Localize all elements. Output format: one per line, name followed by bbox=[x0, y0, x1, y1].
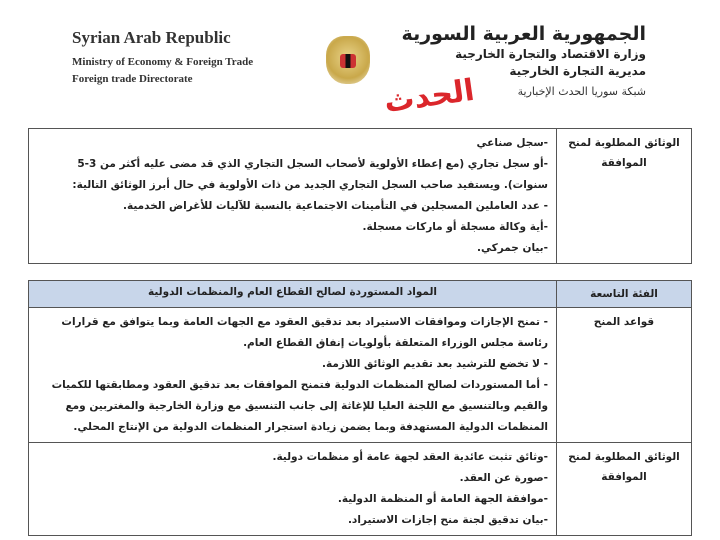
list-item: -موافقة الجهة العامة أو المنظمة الدولية. bbox=[337, 493, 548, 505]
document-body bbox=[28, 128, 692, 536]
list-item: -أية وكالة مسجلة أو ماركات مسجلة. bbox=[362, 221, 548, 233]
docs-cell bbox=[29, 443, 557, 536]
list-item: -سجل صناعي bbox=[476, 137, 548, 149]
list-item: -بيان تدقيق لجنة منح إجازات الاستيراد. bbox=[347, 514, 548, 526]
directorate-en: Foreign trade Directorate bbox=[72, 73, 193, 85]
english-letterhead bbox=[72, 28, 253, 88]
content-cell bbox=[29, 129, 557, 264]
list-item: - أما المستوردات لصالح المنظمات الدولية فتمنح الموافقات بعد تدقيق العقود ومطابقتها للكميات والقيم وبالتنسيق مع اللجنة العليا للإغاثة إلى جانب التنسيق مع وزارة الخارجية والمغتربين ومع المنظمات الدولية المستهدفة وبما يضمن زيادة استجرار المنظمات الدولية من الإنتاج المحلي. bbox=[51, 379, 548, 433]
label-cell: الوثائق المطلوبة لمنح الموافقة bbox=[557, 129, 692, 264]
list-item: - تمنح الإجازات وموافقات الاستيراد بعد تدقيق العقود مع الجهات العامة وبما يتوافق مع قرارات رئاسة مجلس الوزراء المتعلقة بأولويات إنفاق القطاع العام. bbox=[61, 316, 548, 349]
directorate-ar: مديرية التجارة الخارجية bbox=[509, 64, 646, 78]
country-en: Syrian Arab Republic bbox=[72, 28, 231, 47]
list-item: -صورة عن العقد. bbox=[459, 472, 548, 484]
list-item: -أو سجل تجاري (مع إعطاء الأولوية لأصحاب السجل التجاري الذي قد مضى عليه أكثر من 3-5 سنوات). ويستفيد صاحب السجل التجاري الجديد من ذات الأولوية في حال أبرز الوثائق التالية: bbox=[72, 158, 548, 191]
documents-table-1 bbox=[28, 128, 692, 264]
country-ar: الجمهورية العربية السورية bbox=[401, 23, 646, 45]
ministry-ar: وزارة الاقتصاد والتجارة الخارجية bbox=[455, 47, 646, 61]
list-item: -وثائق تثبت عائدية العقد لجهة عامة أو منظمات دولية. bbox=[272, 451, 548, 463]
category-header: الفئة التاسعة bbox=[557, 281, 692, 308]
syrian-emblem-icon bbox=[326, 36, 370, 84]
docs-label: الوثائق المطلوبة لمنح الموافقة bbox=[557, 443, 692, 536]
list-item: - عدد العاملين المسجلين في التأمينات الاجتماعية بالنسبة للآليات للأغراض الخدمية. bbox=[123, 200, 548, 212]
category-title: المواد المستوردة لصالح القطاع العام والمنظمات الدولية bbox=[29, 281, 557, 308]
rules-cell bbox=[29, 308, 557, 443]
network-caption: شبكة سوريا الحدث الإخبارية bbox=[517, 85, 646, 98]
list-item: -بيان جمركي. bbox=[476, 242, 548, 254]
list-item: - لا تخضع للترشيد بعد تقديم الوثائق اللازمة. bbox=[321, 358, 548, 370]
rules-label: قواعد المنح bbox=[557, 308, 692, 443]
category-nine-table bbox=[28, 280, 692, 536]
ministry-en: Ministry of Economy & Foreign Trade bbox=[72, 56, 254, 68]
watermark-logo: الحدث bbox=[381, 72, 477, 121]
